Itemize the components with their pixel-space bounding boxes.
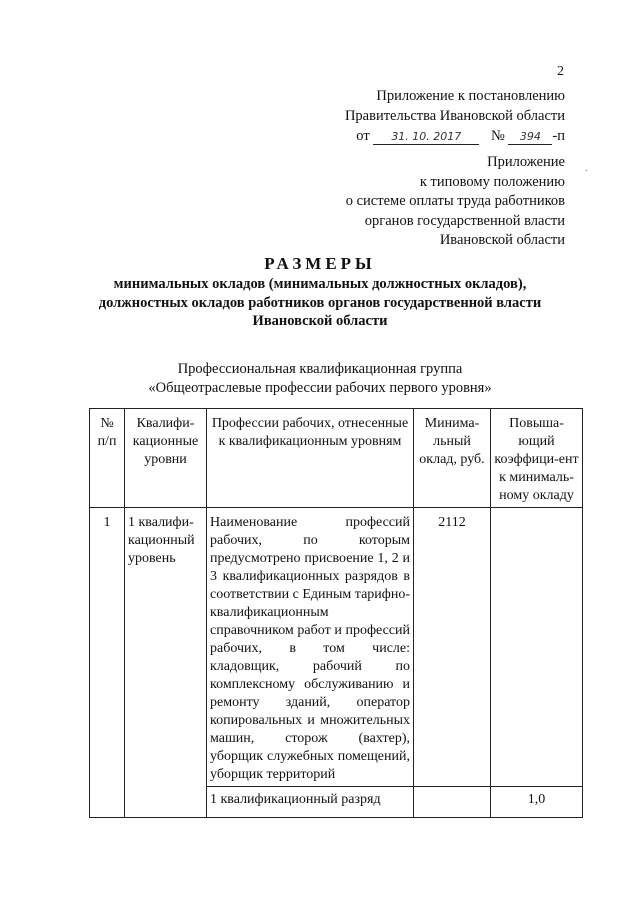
subtitle-line: Ивановской области	[252, 313, 388, 329]
header-levels: Квалифи-кационные уровни	[125, 409, 207, 508]
handwritten-number: 394	[508, 130, 552, 145]
appendix-sub-line: Приложение	[487, 154, 565, 170]
appendix-sub-line: к типовому положению	[419, 173, 565, 190]
number-suffix: -п	[552, 128, 565, 144]
appendix-dateline	[345, 126, 565, 146]
document-title: РАЗМЕРЫ	[264, 254, 376, 273]
cell-salary-empty	[414, 787, 491, 818]
appendix-sub-line: Ивановской области	[439, 232, 565, 248]
document-subtitle	[0, 275, 640, 331]
table-row	[90, 508, 583, 787]
qualification-group-caption	[0, 360, 640, 398]
date-prefix: от	[356, 128, 370, 144]
number-prefix: №	[490, 128, 505, 144]
header-professions: Профессии рабочих, отнесенные к квалификационным уровням	[207, 409, 414, 508]
cell-professions: Наименование профессий рабочих, по которым предусмотрено присвоение 1, 2 и 3 квалификационных разрядов в соответствии с Единым тарифно-квалификационным справочником работ и профессий рабочих, в том числе: кладовщик, рабочий по комплексному обслуживанию и ремонту зданий, оператор копировальных и множительных машин, сторож (вахтер), уборщик служебных помещений, уборщик территорий	[207, 508, 414, 787]
table-header-row	[90, 409, 583, 508]
header-coefficient: Повыша-ющий коэффици-ент к минималь-ному окладу	[491, 409, 583, 508]
page-number: 2	[557, 64, 564, 79]
appendix-sub-line: органов государственной власти	[364, 212, 565, 229]
cell-level: 1 квалифи-кационный уровень	[125, 508, 207, 818]
subtitle-line: должностных окладов работников органов государственной власти	[98, 294, 542, 311]
appendix-main-line2: Правительства Ивановской области	[344, 108, 565, 124]
appendix-sub	[346, 153, 565, 251]
handwritten-date: 31. 10. 2017	[373, 130, 479, 145]
cell-num: 1	[90, 508, 125, 818]
header-salary: Минима-льный оклад, руб.	[414, 409, 491, 508]
appendix-main	[345, 86, 565, 146]
salary-table	[89, 408, 583, 818]
stray-mark: ·	[584, 166, 588, 177]
cell-grade: 1 квалификационный разряд	[207, 787, 414, 818]
header-num: № п/п	[90, 409, 125, 508]
group-line1: Профессиональная квалификационная группа	[177, 361, 463, 377]
appendix-sub-line: о системе оплаты труда работников	[345, 193, 565, 209]
cell-salary: 2112	[414, 508, 491, 787]
appendix-main-line1: Приложение к постановлению	[376, 88, 565, 104]
cell-grade-coef: 1,0	[491, 787, 583, 818]
group-line2: «Общеотраслевые профессии рабочих первого уровня»	[148, 380, 492, 396]
subtitle-line: минимальных окладов (минимальных должностных окладов),	[113, 276, 527, 292]
cell-coef	[491, 508, 583, 787]
